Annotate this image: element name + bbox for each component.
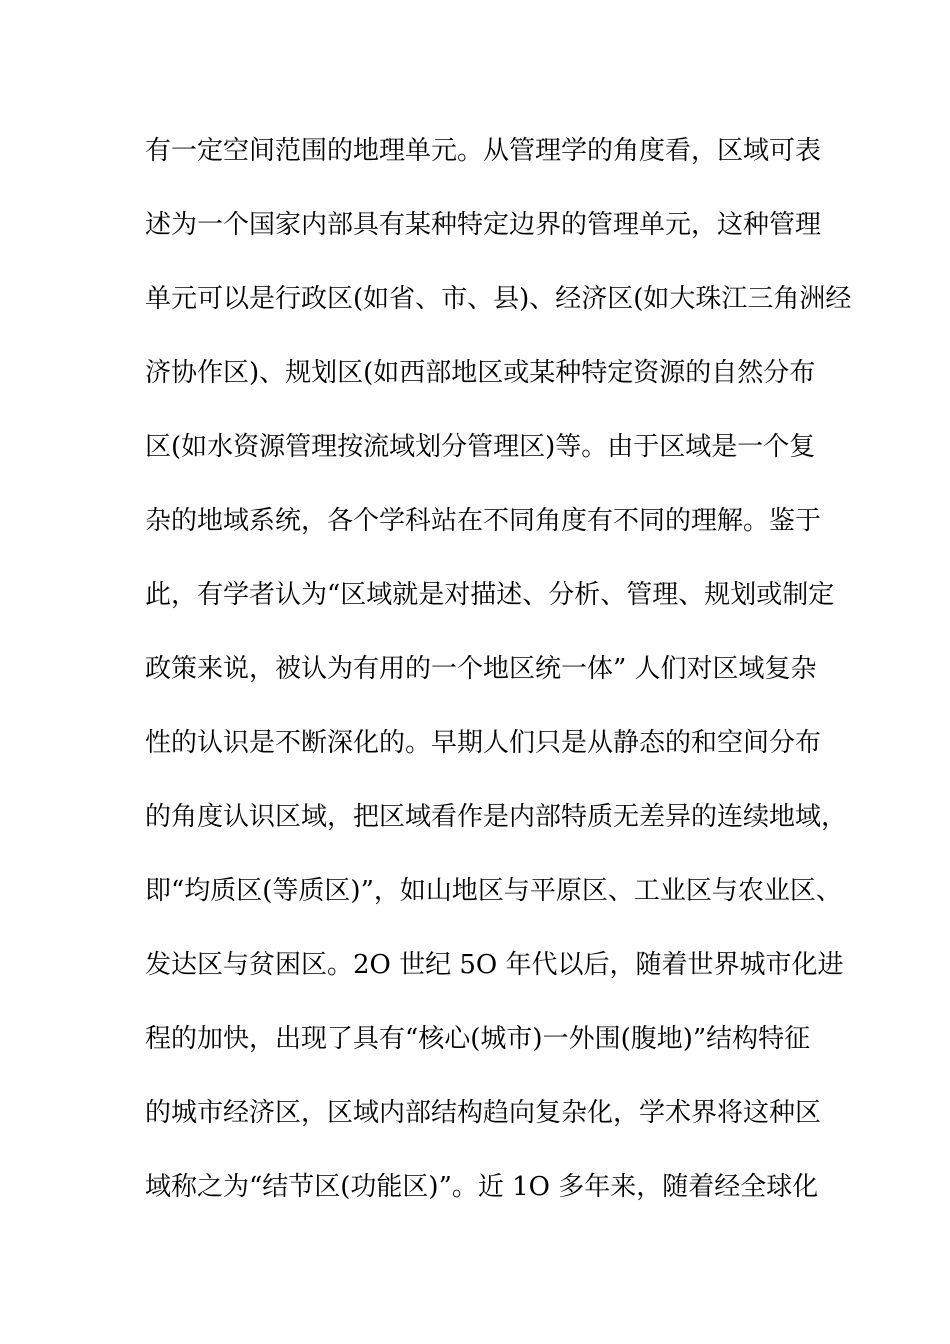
text-line-6: 杂的地域系统，各个学科站在不同角度有不同的理解。鉴于 xyxy=(145,506,822,536)
text-line-5: 区(如水资源管理按流域划分管理区)等。由于区域是一个复 xyxy=(145,432,816,462)
text-line-7: 此，有学者认为“区域就是对描述、分析、管理、规划或制定 xyxy=(145,580,835,610)
text-line-15: 域称之为“结节区(功能区)”。近 1O 多年来，随着经全球化 xyxy=(145,1172,819,1202)
text-line-8: 政策来说，被认为有用的一个地区统一体” 人们对区域复杂 xyxy=(145,654,817,684)
text-line-3: 单元可以是行政区(如省、市、县)、经济区(如大珠江三角洲经 xyxy=(145,284,852,314)
text-line-12: 发达区与贫困区。2O 世纪 5O 年代以后，随着世界城市化进 xyxy=(145,950,844,980)
text-line-10: 的角度认识区域，把区域看作是内部特质无差异的连续地域， xyxy=(145,802,848,832)
text-line-1: 有一定空间范围的地理单元。从管理学的角度看，区域可表 xyxy=(145,136,822,166)
text-line-11: 即“均质区(等质区)”，如山地区与平原区、工业区与农业区、 xyxy=(145,876,842,906)
text-line-14: 的城市经济区，区域内部结构趋向复杂化，学术界将这种区 xyxy=(145,1098,822,1128)
body-paragraph xyxy=(145,128,852,1238)
text-line-13: 程的加快，出现了具有“核心(城市)一外围(腹地)”结构特征 xyxy=(145,1024,811,1054)
text-line-2: 述为一个国家内部具有某种特定边界的管理单元，这种管理 xyxy=(145,210,822,240)
text-line-4: 济协作区)、规划区(如西部地区或某种特定资源的自然分布 xyxy=(145,358,816,388)
text-line-9: 性的认识是不断深化的。早期人们只是从静态的和空间分布 xyxy=(145,728,822,758)
